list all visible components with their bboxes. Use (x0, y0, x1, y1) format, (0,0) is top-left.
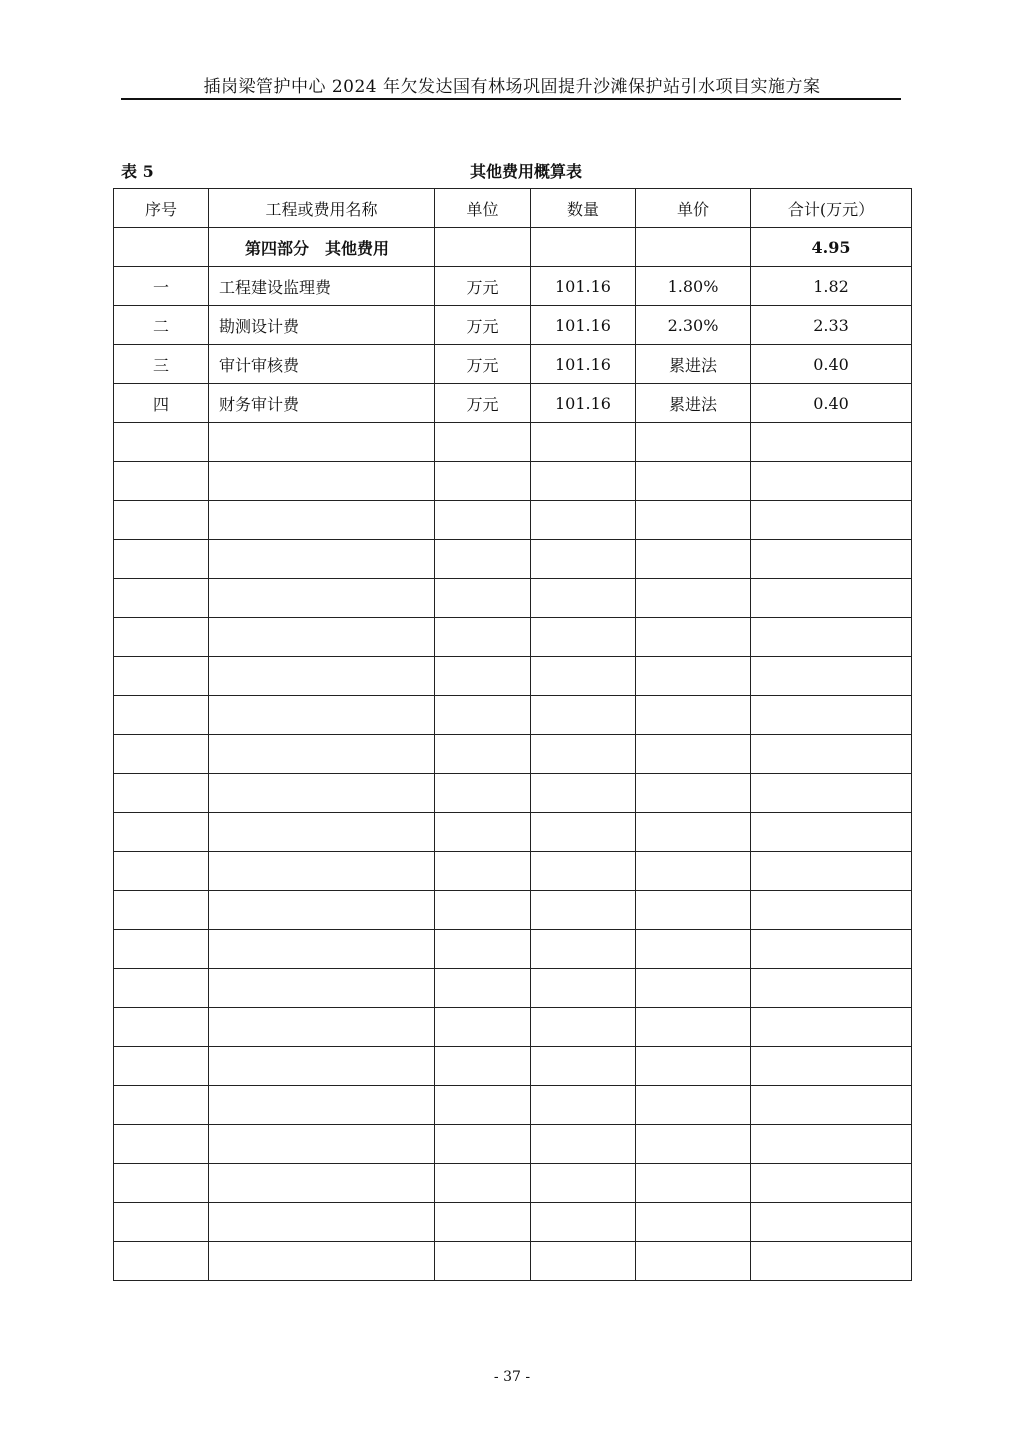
empty-cell (531, 969, 636, 1008)
empty-cell (636, 969, 751, 1008)
empty-cell (209, 852, 435, 891)
empty-table-row (114, 657, 912, 696)
empty-table-row (114, 423, 912, 462)
empty-cell (435, 501, 531, 540)
empty-cell (636, 1242, 751, 1281)
empty-cell (751, 1086, 912, 1125)
cell-unit-price: 1.80% (636, 267, 751, 306)
empty-cell (751, 657, 912, 696)
empty-cell (636, 891, 751, 930)
empty-cell (636, 1047, 751, 1086)
empty-table-row (114, 813, 912, 852)
empty-table-row (114, 462, 912, 501)
section-row (114, 228, 912, 267)
empty-cell (751, 540, 912, 579)
empty-cell (209, 657, 435, 696)
empty-cell (636, 618, 751, 657)
empty-cell (209, 813, 435, 852)
empty-cell (751, 501, 912, 540)
empty-cell (636, 423, 751, 462)
empty-table-row (114, 618, 912, 657)
empty-cell (209, 735, 435, 774)
cell-unit (435, 228, 531, 267)
document-header-title: 插岗梁管护中心 2024 年欠发达国有林场巩固提升沙滩保护站引水项目实施方案 (203, 77, 821, 97)
empty-cell (636, 501, 751, 540)
empty-cell (751, 462, 912, 501)
empty-cell (636, 1086, 751, 1125)
empty-cell (636, 657, 751, 696)
empty-table-row (114, 930, 912, 969)
empty-cell (114, 1008, 209, 1047)
empty-table-row (114, 1203, 912, 1242)
empty-cell (531, 891, 636, 930)
cell-quantity: 101.16 (531, 345, 636, 384)
column-header-total: 合计(万元） (751, 189, 912, 228)
empty-cell (531, 501, 636, 540)
empty-cell (114, 852, 209, 891)
empty-cell (751, 423, 912, 462)
cell-quantity (531, 228, 636, 267)
cell-total: 4.95 (751, 228, 912, 267)
table-caption: 其他费用概算表 (469, 162, 582, 181)
empty-cell (751, 813, 912, 852)
empty-table-row (114, 1125, 912, 1164)
empty-table-row (114, 1008, 912, 1047)
empty-cell (435, 1125, 531, 1164)
empty-cell (636, 540, 751, 579)
empty-cell (114, 657, 209, 696)
empty-cell (531, 1047, 636, 1086)
empty-cell (531, 930, 636, 969)
empty-cell (435, 1047, 531, 1086)
empty-cell (435, 1164, 531, 1203)
empty-cell (209, 1047, 435, 1086)
cell-unit: 万元 (435, 384, 531, 423)
cell-total: 2.33 (751, 306, 912, 345)
header-rule (121, 98, 901, 100)
empty-cell (435, 891, 531, 930)
cell-unit: 万元 (435, 306, 531, 345)
cell-name: 工程建设监理费 (209, 267, 435, 306)
empty-cell (114, 774, 209, 813)
cell-unit-price (636, 228, 751, 267)
empty-cell (114, 1125, 209, 1164)
empty-cell (435, 813, 531, 852)
empty-cell (435, 618, 531, 657)
empty-cell (636, 696, 751, 735)
empty-cell (114, 930, 209, 969)
empty-cell (751, 1164, 912, 1203)
column-header-unit-price: 单价 (636, 189, 751, 228)
empty-cell (114, 1164, 209, 1203)
empty-cell (751, 930, 912, 969)
empty-cell (114, 813, 209, 852)
empty-cell (209, 1086, 435, 1125)
empty-cell (209, 501, 435, 540)
empty-cell (114, 1203, 209, 1242)
cell-unit-price: 2.30% (636, 306, 751, 345)
empty-cell (209, 462, 435, 501)
empty-cell (531, 1008, 636, 1047)
empty-cell (751, 891, 912, 930)
table-row (114, 384, 912, 423)
empty-cell (435, 657, 531, 696)
empty-cell (531, 813, 636, 852)
empty-table-row (114, 1164, 912, 1203)
empty-cell (114, 1086, 209, 1125)
table-row (114, 267, 912, 306)
empty-cell (209, 1125, 435, 1164)
empty-cell (114, 618, 209, 657)
empty-cell (114, 462, 209, 501)
empty-cell (531, 1125, 636, 1164)
empty-cell (435, 1086, 531, 1125)
empty-cell (531, 423, 636, 462)
empty-cell (531, 1164, 636, 1203)
empty-cell (751, 1047, 912, 1086)
empty-cell (751, 774, 912, 813)
table-header-row (114, 189, 912, 228)
cell-seq (114, 228, 209, 267)
empty-cell (435, 423, 531, 462)
cell-name: 财务审计费 (209, 384, 435, 423)
empty-cell (751, 696, 912, 735)
empty-cell (114, 1047, 209, 1086)
empty-table-row (114, 579, 912, 618)
empty-cell (636, 579, 751, 618)
empty-cell (531, 1203, 636, 1242)
empty-cell (209, 579, 435, 618)
empty-cell (114, 1242, 209, 1281)
cell-name: 勘测设计费 (209, 306, 435, 345)
empty-cell (435, 735, 531, 774)
empty-cell (435, 1242, 531, 1281)
empty-cell (751, 1008, 912, 1047)
empty-cell (209, 1008, 435, 1047)
empty-cell (531, 1086, 636, 1125)
empty-cell (435, 969, 531, 1008)
cell-name: 第四部分 其他费用 (209, 228, 435, 267)
empty-cell (531, 852, 636, 891)
empty-table-row (114, 501, 912, 540)
cell-name: 审计审核费 (209, 345, 435, 384)
empty-table-row (114, 735, 912, 774)
empty-cell (209, 1242, 435, 1281)
cell-total: 1.82 (751, 267, 912, 306)
empty-table-row (114, 1047, 912, 1086)
empty-table-row (114, 1242, 912, 1281)
empty-cell (435, 540, 531, 579)
cell-seq: 二 (114, 306, 209, 345)
empty-cell (751, 1203, 912, 1242)
empty-table-row (114, 1086, 912, 1125)
cell-seq: 四 (114, 384, 209, 423)
column-header-unit: 单位 (435, 189, 531, 228)
empty-table-row (114, 540, 912, 579)
cell-total: 0.40 (751, 345, 912, 384)
cell-unit-price: 累进法 (636, 384, 751, 423)
empty-cell (209, 423, 435, 462)
empty-cell (636, 813, 751, 852)
empty-cell (114, 579, 209, 618)
empty-cell (209, 774, 435, 813)
table-number: 表 5 (121, 162, 154, 181)
empty-cell (114, 540, 209, 579)
empty-cell (531, 618, 636, 657)
empty-cell (209, 696, 435, 735)
empty-cell (114, 735, 209, 774)
other-fees-table (113, 188, 912, 1281)
empty-cell (209, 969, 435, 1008)
cell-seq: 一 (114, 267, 209, 306)
empty-cell (751, 579, 912, 618)
empty-cell (636, 852, 751, 891)
empty-cell (636, 1008, 751, 1047)
cell-unit-price: 累进法 (636, 345, 751, 384)
empty-cell (751, 618, 912, 657)
empty-cell (114, 501, 209, 540)
empty-cell (209, 1203, 435, 1242)
page-number: - 37 - (493, 1369, 531, 1385)
empty-cell (114, 696, 209, 735)
empty-cell (636, 462, 751, 501)
empty-cell (531, 1242, 636, 1281)
empty-cell (114, 969, 209, 1008)
empty-cell (751, 1125, 912, 1164)
empty-cell (114, 891, 209, 930)
empty-cell (531, 579, 636, 618)
empty-cell (435, 696, 531, 735)
empty-cell (751, 852, 912, 891)
empty-cell (435, 852, 531, 891)
empty-cell (435, 774, 531, 813)
empty-cell (435, 462, 531, 501)
empty-cell (435, 1008, 531, 1047)
empty-cell (209, 618, 435, 657)
table-row (114, 345, 912, 384)
cell-quantity: 101.16 (531, 384, 636, 423)
cell-seq: 三 (114, 345, 209, 384)
cell-unit: 万元 (435, 345, 531, 384)
empty-cell (209, 930, 435, 969)
empty-table-row (114, 969, 912, 1008)
column-header-quantity: 数量 (531, 189, 636, 228)
empty-cell (751, 735, 912, 774)
table-row (114, 306, 912, 345)
empty-cell (751, 969, 912, 1008)
empty-cell (531, 735, 636, 774)
empty-cell (435, 930, 531, 969)
empty-cell (531, 657, 636, 696)
empty-cell (636, 1203, 751, 1242)
cell-quantity: 101.16 (531, 267, 636, 306)
empty-cell (209, 1164, 435, 1203)
empty-cell (209, 891, 435, 930)
empty-cell (531, 696, 636, 735)
empty-cell (636, 735, 751, 774)
column-header-name: 工程或费用名称 (209, 189, 435, 228)
empty-cell (114, 423, 209, 462)
column-header-seq: 序号 (114, 189, 209, 228)
empty-cell (531, 540, 636, 579)
empty-cell (531, 774, 636, 813)
cell-quantity: 101.16 (531, 306, 636, 345)
empty-cell (435, 579, 531, 618)
empty-cell (636, 774, 751, 813)
empty-cell (636, 930, 751, 969)
empty-table-row (114, 891, 912, 930)
empty-cell (751, 1242, 912, 1281)
cell-total: 0.40 (751, 384, 912, 423)
empty-cell (636, 1164, 751, 1203)
empty-cell (531, 462, 636, 501)
empty-table-row (114, 852, 912, 891)
empty-cell (209, 540, 435, 579)
empty-cell (435, 1203, 531, 1242)
cell-unit: 万元 (435, 267, 531, 306)
empty-table-row (114, 696, 912, 735)
empty-table-row (114, 774, 912, 813)
empty-cell (636, 1125, 751, 1164)
